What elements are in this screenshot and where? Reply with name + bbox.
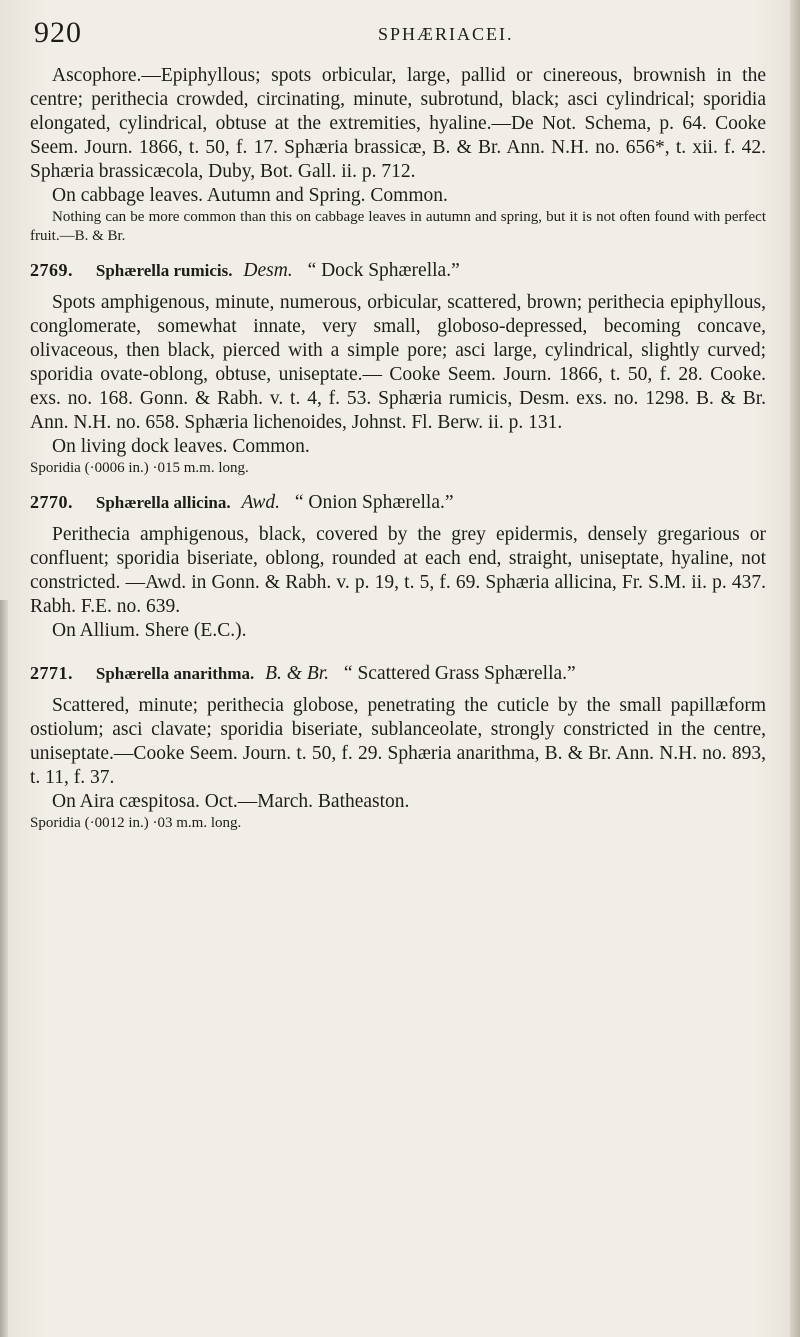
entry-note: Sporidia (·0006 in.) ·015 m.m. long. xyxy=(30,460,249,476)
entry-description: Spots amphigenous, minute, numerous, orbicular, scattered, brown; perithecia epiphyllous, conglomerate, somewhat innate, very small, globoso-depressed, becoming concave, olivaceous, then black, pierced with a simple pore; asci large, cylindrical, slightly curved; sporidia ovate-oblong, obtuse, uniseptate.— Cooke Seem. Journ. 1866, t. 50, f. 28. Cooke. exs. no. 168. Gonn. & Rabh. v. t. 4, f. 53. Sphæria rumicis, Desm. exs. no. 1298. B. & Br. Ann. N.H. no. 658. Sphæria lichenoides, Johnst. Fl. Berw. ii. p. 131. xyxy=(30,292,766,433)
page-number: 920 xyxy=(34,16,82,49)
species-number: 2769. xyxy=(30,260,73,280)
page-edge xyxy=(790,0,800,1337)
running-title: SPHÆRIACEI. xyxy=(378,24,514,44)
species-name: Sphærella anarithma. xyxy=(95,664,255,683)
species-heading xyxy=(30,661,766,686)
species-number: 2771. xyxy=(30,663,73,683)
species-authority: B. & Br. xyxy=(265,663,330,684)
entry-description: Perithecia amphigenous, black, covered by the grey epidermis, densely gregarious or confluent; sporidia biseriate, oblong, rounded at each end, straight, uniseptate, hyaline, not constricted. —Awd. in Gonn. & Rabh. v. p. 19, t. 5, f. 69. Sphæria allicina, Fr. S.M. ii. p. 437. Rabh. F.E. no. 639. xyxy=(30,524,766,617)
binding-shadow xyxy=(0,600,8,1337)
entry-description: Ascophore.—Epiphyllous; spots orbicular, large, pallid or cinereous, brownish in the centre; perithecia crowded, circinating, minute, subrotund, black; asci cylindrical; sporidia elongated, cylindrical, obtuse at the extremities, hyaline.—De Not. Schema, p. 64. Cooke Seem. Journ. 1866, t. 50, f. 17. Sphæria brassicæ, B. & Br. Ann. N.H. no. 656*, t. xii. f. 42. Sphæria brassicæcola, Duby, Bot. Gall. ii. p. 712. xyxy=(30,65,766,182)
page-header xyxy=(34,16,764,56)
entry-note: Sporidia (·0012 in.) ·03 m.m. long. xyxy=(30,815,242,831)
page-content xyxy=(30,64,766,833)
species-authority: Desm. xyxy=(243,260,293,281)
species-common-name: “ Scattered Grass Sphærella.” xyxy=(343,663,576,684)
species-common-name: “ Onion Sphærella.” xyxy=(294,492,454,513)
species-name: Sphærella allicina. xyxy=(95,493,231,512)
species-number: 2770. xyxy=(30,492,73,512)
species-common-name: “ Dock Sphærella.” xyxy=(307,260,460,281)
entry-habitat: On living dock leaves. Common. xyxy=(52,436,310,457)
species-heading xyxy=(30,258,766,283)
species-authority: Awd. xyxy=(241,492,280,513)
entry-description: Scattered, minute; perithecia globose, penetrating the cuticle by the small papillæform ostiolum; asci clavate; sporidia biseriate, sublanceolate, strongly constricted in the centre, uniseptate.—Cooke Seem. Journ. t. 50, f. 29. Sphæria anarithma, B. & Br. Ann. N.H. no. 893, t. 11, f. 37. xyxy=(30,695,766,788)
entry-habitat: On Aira cæspitosa. Oct.—March. Batheaston. xyxy=(52,791,410,812)
entry-note: Nothing can be more common than this on cabbage leaves in autumn and spring, but it is not often found with perfect fruit.—B. & Br. xyxy=(30,209,766,244)
entry-habitat: On Allium. Shere (E.C.). xyxy=(52,620,247,641)
entry-habitat: On cabbage leaves. Autumn and Spring. Common. xyxy=(52,185,448,206)
species-heading xyxy=(30,490,766,515)
species-name: Sphærella rumicis. xyxy=(95,261,233,280)
